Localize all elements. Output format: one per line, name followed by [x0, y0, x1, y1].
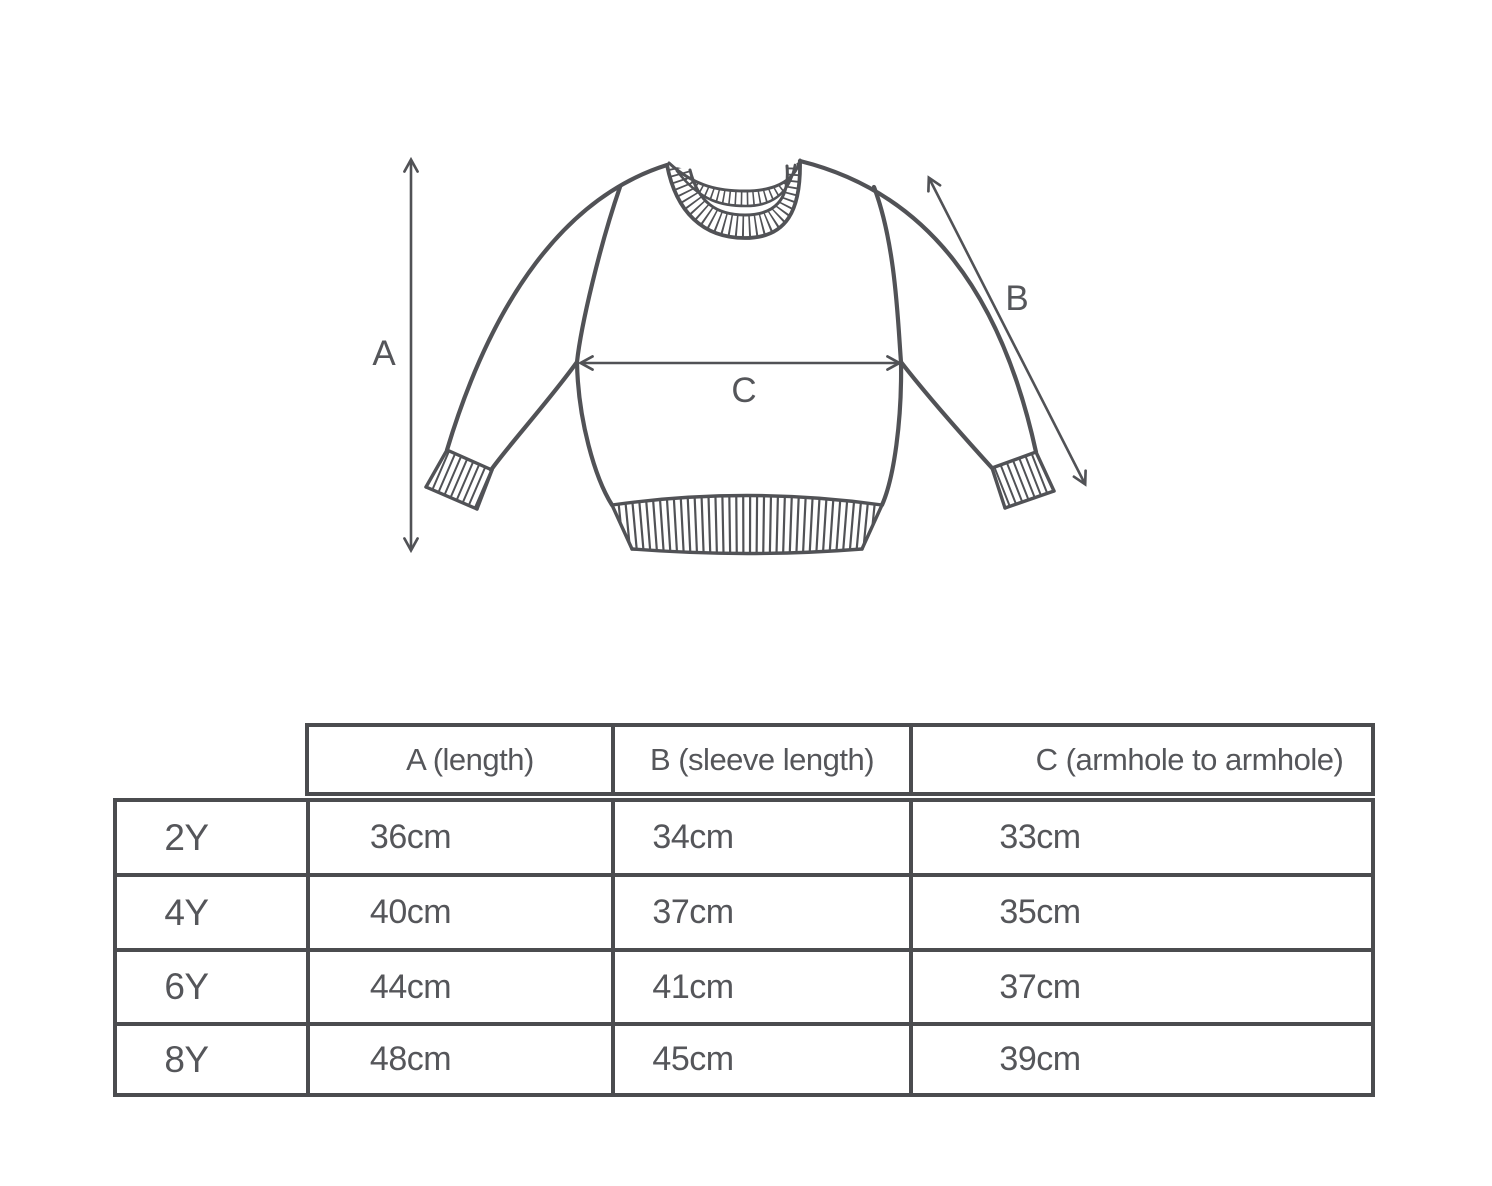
size-table-body: [113, 798, 1375, 1097]
value-2y-b: 34cm: [615, 802, 909, 873]
size-table-header: [305, 723, 1375, 796]
sweater-outline: [426, 160, 1054, 554]
value-4y-c: 35cm: [913, 877, 1371, 948]
value-8y-c: 39cm: [913, 1026, 1371, 1093]
value-2y-c: 33cm: [913, 802, 1371, 873]
value-6y-a: 44cm: [310, 952, 611, 1022]
measurement-arrows: [372, 160, 1085, 550]
header-a-length: A (length): [309, 727, 611, 792]
value-2y-a: 36cm: [310, 802, 611, 873]
size-label-6y: 6Y: [117, 952, 306, 1022]
size-label-8y: 8Y: [117, 1026, 306, 1093]
measure-arrow-b: [929, 178, 1085, 484]
value-4y-b: 37cm: [615, 877, 909, 948]
measure-label-a: A: [372, 334, 396, 373]
measure-label-b: B: [1005, 279, 1029, 318]
size-label-4y: 4Y: [117, 877, 306, 948]
value-4y-a: 40cm: [310, 877, 611, 948]
value-6y-b: 41cm: [615, 952, 909, 1022]
header-b-sleeve-length: B (sleeve length): [615, 727, 909, 792]
measure-label-c: C: [731, 371, 757, 410]
size-label-2y: 2Y: [117, 802, 306, 873]
value-6y-c: 37cm: [913, 952, 1371, 1022]
header-c-armhole: C (armhole to armhole): [913, 727, 1371, 792]
value-8y-a: 48cm: [310, 1026, 611, 1093]
rib-hatching: [428, 162, 1052, 528]
value-8y-b: 45cm: [615, 1026, 909, 1093]
